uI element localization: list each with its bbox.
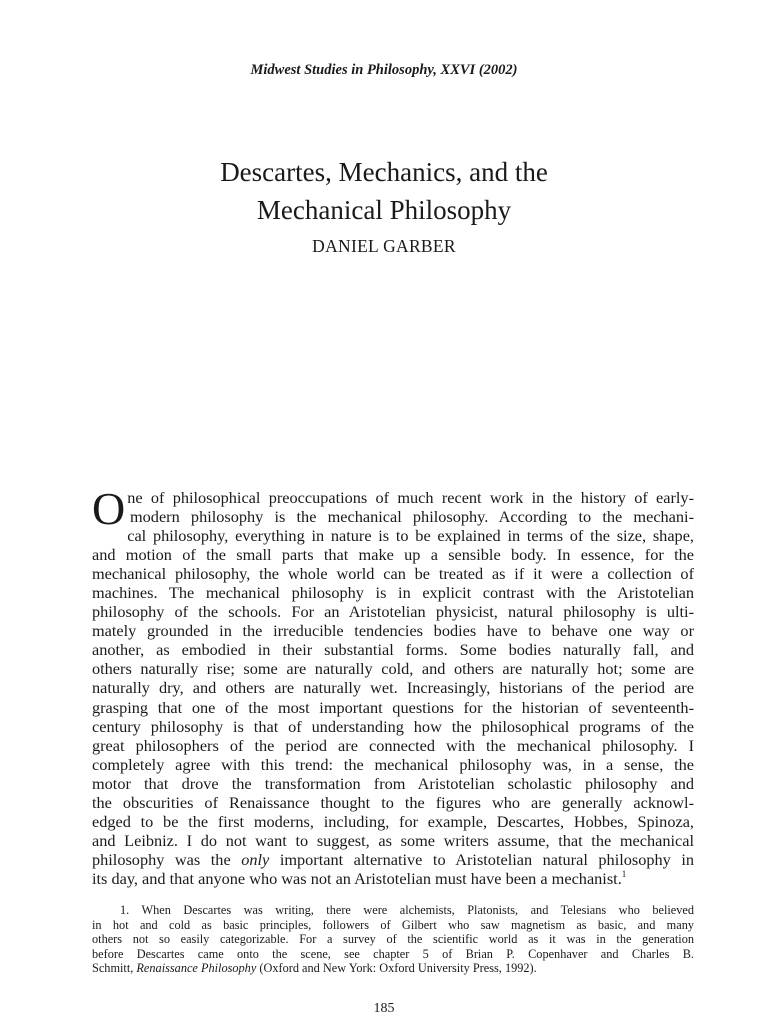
title-line-2: Mechanical Philosophy [256,195,512,225]
running-head: Midwest Studies in Philosophy, XXVI (2002) [250,62,518,78]
title-line-1: Descartes, Mechanics, and the [220,157,548,187]
footnote-line: 1. When Descartes was writing, there were alchemists, Platonists, and Telesians who believed [120,903,694,917]
body-line: cal philosophy, everything in nature is to be explained in terms of the size, shape, [127,526,694,546]
body-text-run: its day, and that anyone who was not an Aristotelian must have been a mechanist. [92,868,622,888]
body-line: and Leibniz. I do not want to suggest, as some writers assume, that the mechanical [92,830,694,850]
footnote-text-run: Schmitt, [92,961,137,976]
body-text-run: important alternative to Aristotelian natural philosophy in [269,849,694,869]
body-line: modern philosophy is the mechanical philosophy. According to the mechani- [130,507,694,527]
body-line: ne of philosophical preoccupations of much recent work in the history of early- [127,488,694,507]
body-line: grasping that one of the most important questions for the historian of seventeenth- [92,697,694,717]
body-line: others naturally rise; some are naturally cold, and others are naturally hot; some are [92,659,694,679]
footnote-reference[interactable]: 1 [621,868,627,879]
body-line: another, as embodied in their substantial forms. Some bodies naturally fall, and [92,640,694,660]
body-line: century philosophy is that of understanding how the philosophical programs of the [92,716,694,736]
body-text-run: philosophy was the [92,849,242,869]
page-number: 185 [373,1001,395,1016]
footnote-line [92,961,694,976]
emphasis-only: only [241,849,270,869]
footnote [92,903,694,976]
article-title [0,153,768,229]
footnote-line: in hot and cold as basic principles, followers of Gilbert who saw magnetism as basic, and many [92,917,694,932]
body-line: mately grounded in the irreducible tendencies bodies have to behave one way or [92,621,694,641]
body-line: machines. The mechanical philosophy is in explicit contrast with the Aristotelian [92,583,694,603]
footnote-text-run: (Oxford and New York: Oxford University Press, 1992). [256,961,537,976]
body-paragraph [92,483,694,888]
footnote-line: before Descartes came onto the scene, see chapter 5 of Brian P. Copenhaver and Charles B. [92,946,694,961]
body-line: the obscurities of Renaissance thought to the figures who are generally acknowl- [92,792,694,812]
author-name: DANIEL GARBER [312,236,456,256]
body-line: philosophy of the schools. For an Aristotelian physicist, natural philosophy is ulti- [92,602,694,622]
body-line: motor that drove the transformation from Aristotelian scholastic philosophy and [92,773,694,793]
body-line: naturally dry, and others are naturally wet. Increasingly, historians of the period are [92,678,694,698]
body-line: and motion of the small parts that make up a sensible body. In essence, for the [92,545,694,565]
body-line: edged to be the first moderns, including, for example, Descartes, Hobbes, Spinoza, [92,811,694,831]
body-line: mechanical philosophy, the whole world can be treated as if it were a collection of [92,564,694,584]
body-line [92,869,694,888]
body-line: great philosophers of the period are connected with the mechanical philosophy. I [92,735,694,755]
body-line [92,850,694,869]
drop-cap: O [92,483,126,534]
book-title: Renaissance Philosophy [136,961,257,976]
footnote-line: others not so easily categorizable. For a survey of the scientific world as it was in the generation [92,932,694,947]
body-line: completely agree with this trend: the mechanical philosophy was, in a sense, the [92,754,694,774]
